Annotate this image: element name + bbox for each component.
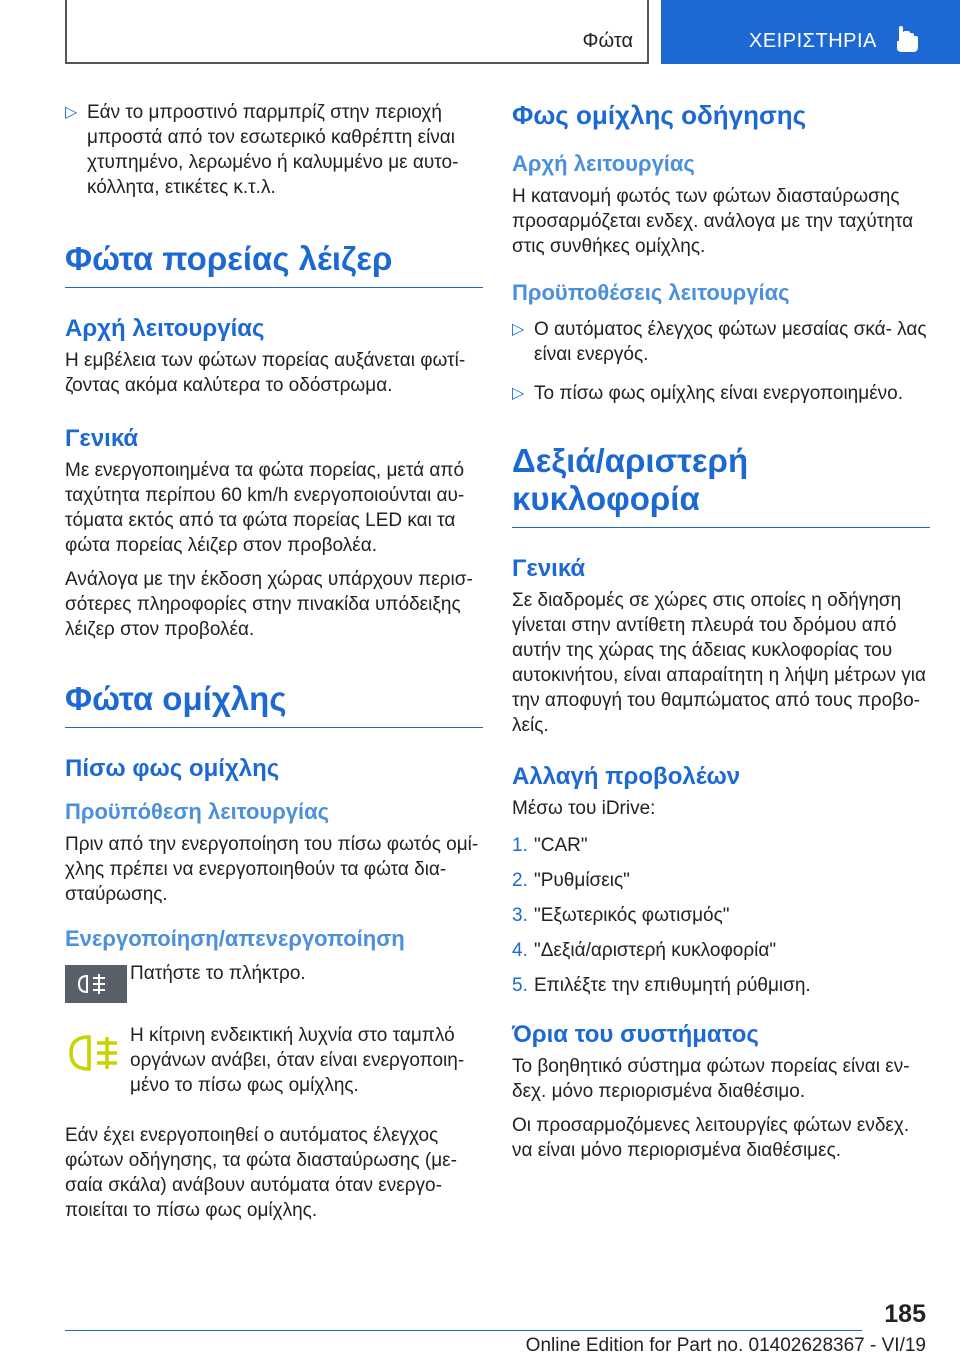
rear-fog-light-button-icon <box>65 965 127 1003</box>
rear-fog-toggle-heading: Ενεργοποίηση/απενεργοποίηση <box>65 926 405 951</box>
rear-fog-button-row <box>65 961 483 1003</box>
fog-drive-bullet-1-text: Ο αυτόματος έλεγχος φώτων μεσαίας σκά‐ λας είναι ενεργός. <box>534 319 927 365</box>
header-section-title: Φώτα <box>582 30 633 52</box>
right-column <box>512 100 930 1172</box>
footer-divider <box>65 1330 862 1331</box>
idrive-step-3: 3. "Εξωτερικός φωτισμός" <box>512 905 730 926</box>
laser-general-text-2: Ανάλογα με την έκδοση χώρας υπάρχουν περισ‐ σότερες πληροφορίες στην πινακίδα υπόδειξης λέιζερ στον προβολέα. <box>65 569 473 640</box>
bullet-triangle-icon: ▷ <box>512 385 525 402</box>
rear-fog-heading: Πίσω φως ομίχλης <box>65 755 280 782</box>
edition-info: Online Edition for Part no. 01402628367 - VI/19 <box>525 1335 926 1356</box>
rear-fog-precondition-text: Πριν από την ενεργοποίηση του πίσω φωτός ομί‐ χλης πρέπει να ενεργοποιηθούν τα φώτα δια‐ σταύρωσης. <box>65 834 479 905</box>
fog-drive-principle-heading: Αρχή λειτουργίας <box>512 151 695 176</box>
system-limits-heading: Όρια του συστήματος <box>512 1021 759 1048</box>
idrive-step-2: 2. "Ρυθμίσεις" <box>512 870 630 891</box>
header-chapter-label: ΧΕΙΡΙΣΤΗΡΙΑ <box>749 30 877 52</box>
laser-general-heading: Γενικά <box>65 425 139 452</box>
idrive-steps-list <box>512 833 930 998</box>
pointing-hand-icon <box>893 24 923 54</box>
idrive-step-5: 5. Επιλέξτε την επιθυμητή ρύθμιση. <box>512 975 811 996</box>
laser-principle-heading: Αρχή λειτουργίας <box>65 315 265 342</box>
fog-drive-bullet-2-text: Το πίσω φως ομίχλης είναι ενεργοποιημένο. <box>534 383 904 404</box>
rear-fog-precondition-heading: Προϋπόθεση λειτουργίας <box>65 799 330 824</box>
left-column <box>65 100 483 1232</box>
fog-drive-preconditions-heading: Προϋποθέσεις λειτουργίας <box>512 280 790 305</box>
traffic-side-heading: Δεξιά/αριστερή κυκλοφορία <box>512 442 930 528</box>
fog-drive-heading: Φως ομίχλης οδήγησης <box>512 100 807 130</box>
idrive-step-1: 1. "CAR" <box>512 835 588 856</box>
bullet-triangle-icon: ▷ <box>65 104 78 121</box>
idrive-step-4: 4. "Δεξιά/αριστερή κυκλοφορία" <box>512 940 777 961</box>
header-chapter-tab[interactable] <box>661 0 960 64</box>
fog-drive-principle-text: Η κατανομή φωτός των φώτων διασταύρωσης προσαρμόζεται ενδεχ. ανάλογα με την ταχύτητα στις συνθήκες ομίχλης. <box>512 186 914 257</box>
traffic-general-heading: Γενικά <box>512 555 586 582</box>
fog-lights-heading: Φώτα ομίχλης <box>65 680 483 728</box>
laser-general-text-1: Με ενεργοποιημένα τα φώτα πορείας, μετά από ταχύτητα περίπου 60 km/h ενεργοποιούνται αυ‐ τόματα εκτός από τα φώτα πορείας LED και τα φώτα πορείας λέιζερ στον προβολέα. <box>65 460 465 556</box>
laser-principle-text: Η εμβέλεια των φώτων πορείας αυξάνεται φωτί‐ ζοντας ακόμα καλύτερα το οδόστρωμα. <box>65 350 466 396</box>
fog-drive-bullet-1 <box>512 317 930 367</box>
bullet-triangle-icon: ▷ <box>512 321 525 338</box>
rear-fog-indicator-row <box>65 1023 483 1103</box>
fog-drive-bullet-2 <box>512 381 930 406</box>
page-number: 185 <box>884 1300 926 1328</box>
headlight-change-heading: Αλλαγή προβολέων <box>512 763 741 790</box>
traffic-general-text: Σε διαδρομές σε χώρες στις οποίες η οδήγηση γίνεται στην αντίθετη πλευρά του δρόμου από αυτήν της χώρας της άδειας κυκλοφορίας του αυτοκινήτου, είναι απαραίτητη η λήψη μέτρων για την αποφυγή του θαμπώματος από τους προβο‐ λείς. <box>512 590 926 736</box>
intro-bullet-text: Εάν το μπροστινό παρμπρίζ στην περιοχή μπροστά από τον εσωτερικό καθρέπτη είναι χτυπημένο, λερωμένο ή καλυμμένο με αυτο‐ κόλλητα, ετικέτες κ.τ.λ. <box>87 102 459 198</box>
headlight-change-intro: Μέσω του iDrive: <box>512 798 656 819</box>
intro-bullet <box>65 100 483 200</box>
rear-fog-light-indicator-icon <box>67 1031 125 1075</box>
system-limits-text-1: Το βοηθητικό σύστημα φώτων πορείας είναι εν‐ δεχ. μόνο περιορισμένα διαθέσιμο. <box>512 1056 910 1102</box>
rear-fog-auto-text: Εάν έχει ενεργοποιηθεί ο αυτόματος έλεγχος φώτων οδήγησης, τα φώτα διασταύρωσης (με‐ σαία σκάλα) ανάβουν αυτόματα όταν ενεργο‐ ποιείται το πίσω φως ομίχλης. <box>65 1125 457 1221</box>
rear-fog-indicator-text: Η κίτρινη ενδεικτική λυχνία στο ταμπλό οργάνων ανάβει, όταν είναι ενεργοποιη‐ μένο το πίσω φως ομίχλης. <box>130 1025 465 1096</box>
laser-headlight-heading: Φώτα πορείας λέιζερ <box>65 240 483 288</box>
rear-fog-button-text: Πατήστε το πλήκτρο. <box>130 963 306 984</box>
system-limits-text-2: Οι προσαρμοζόμενες λειτουργίες φώτων ενδεχ. να είναι μόνο περιορισμένα διαθέσιμες. <box>512 1115 910 1161</box>
header-section-box <box>65 0 649 64</box>
